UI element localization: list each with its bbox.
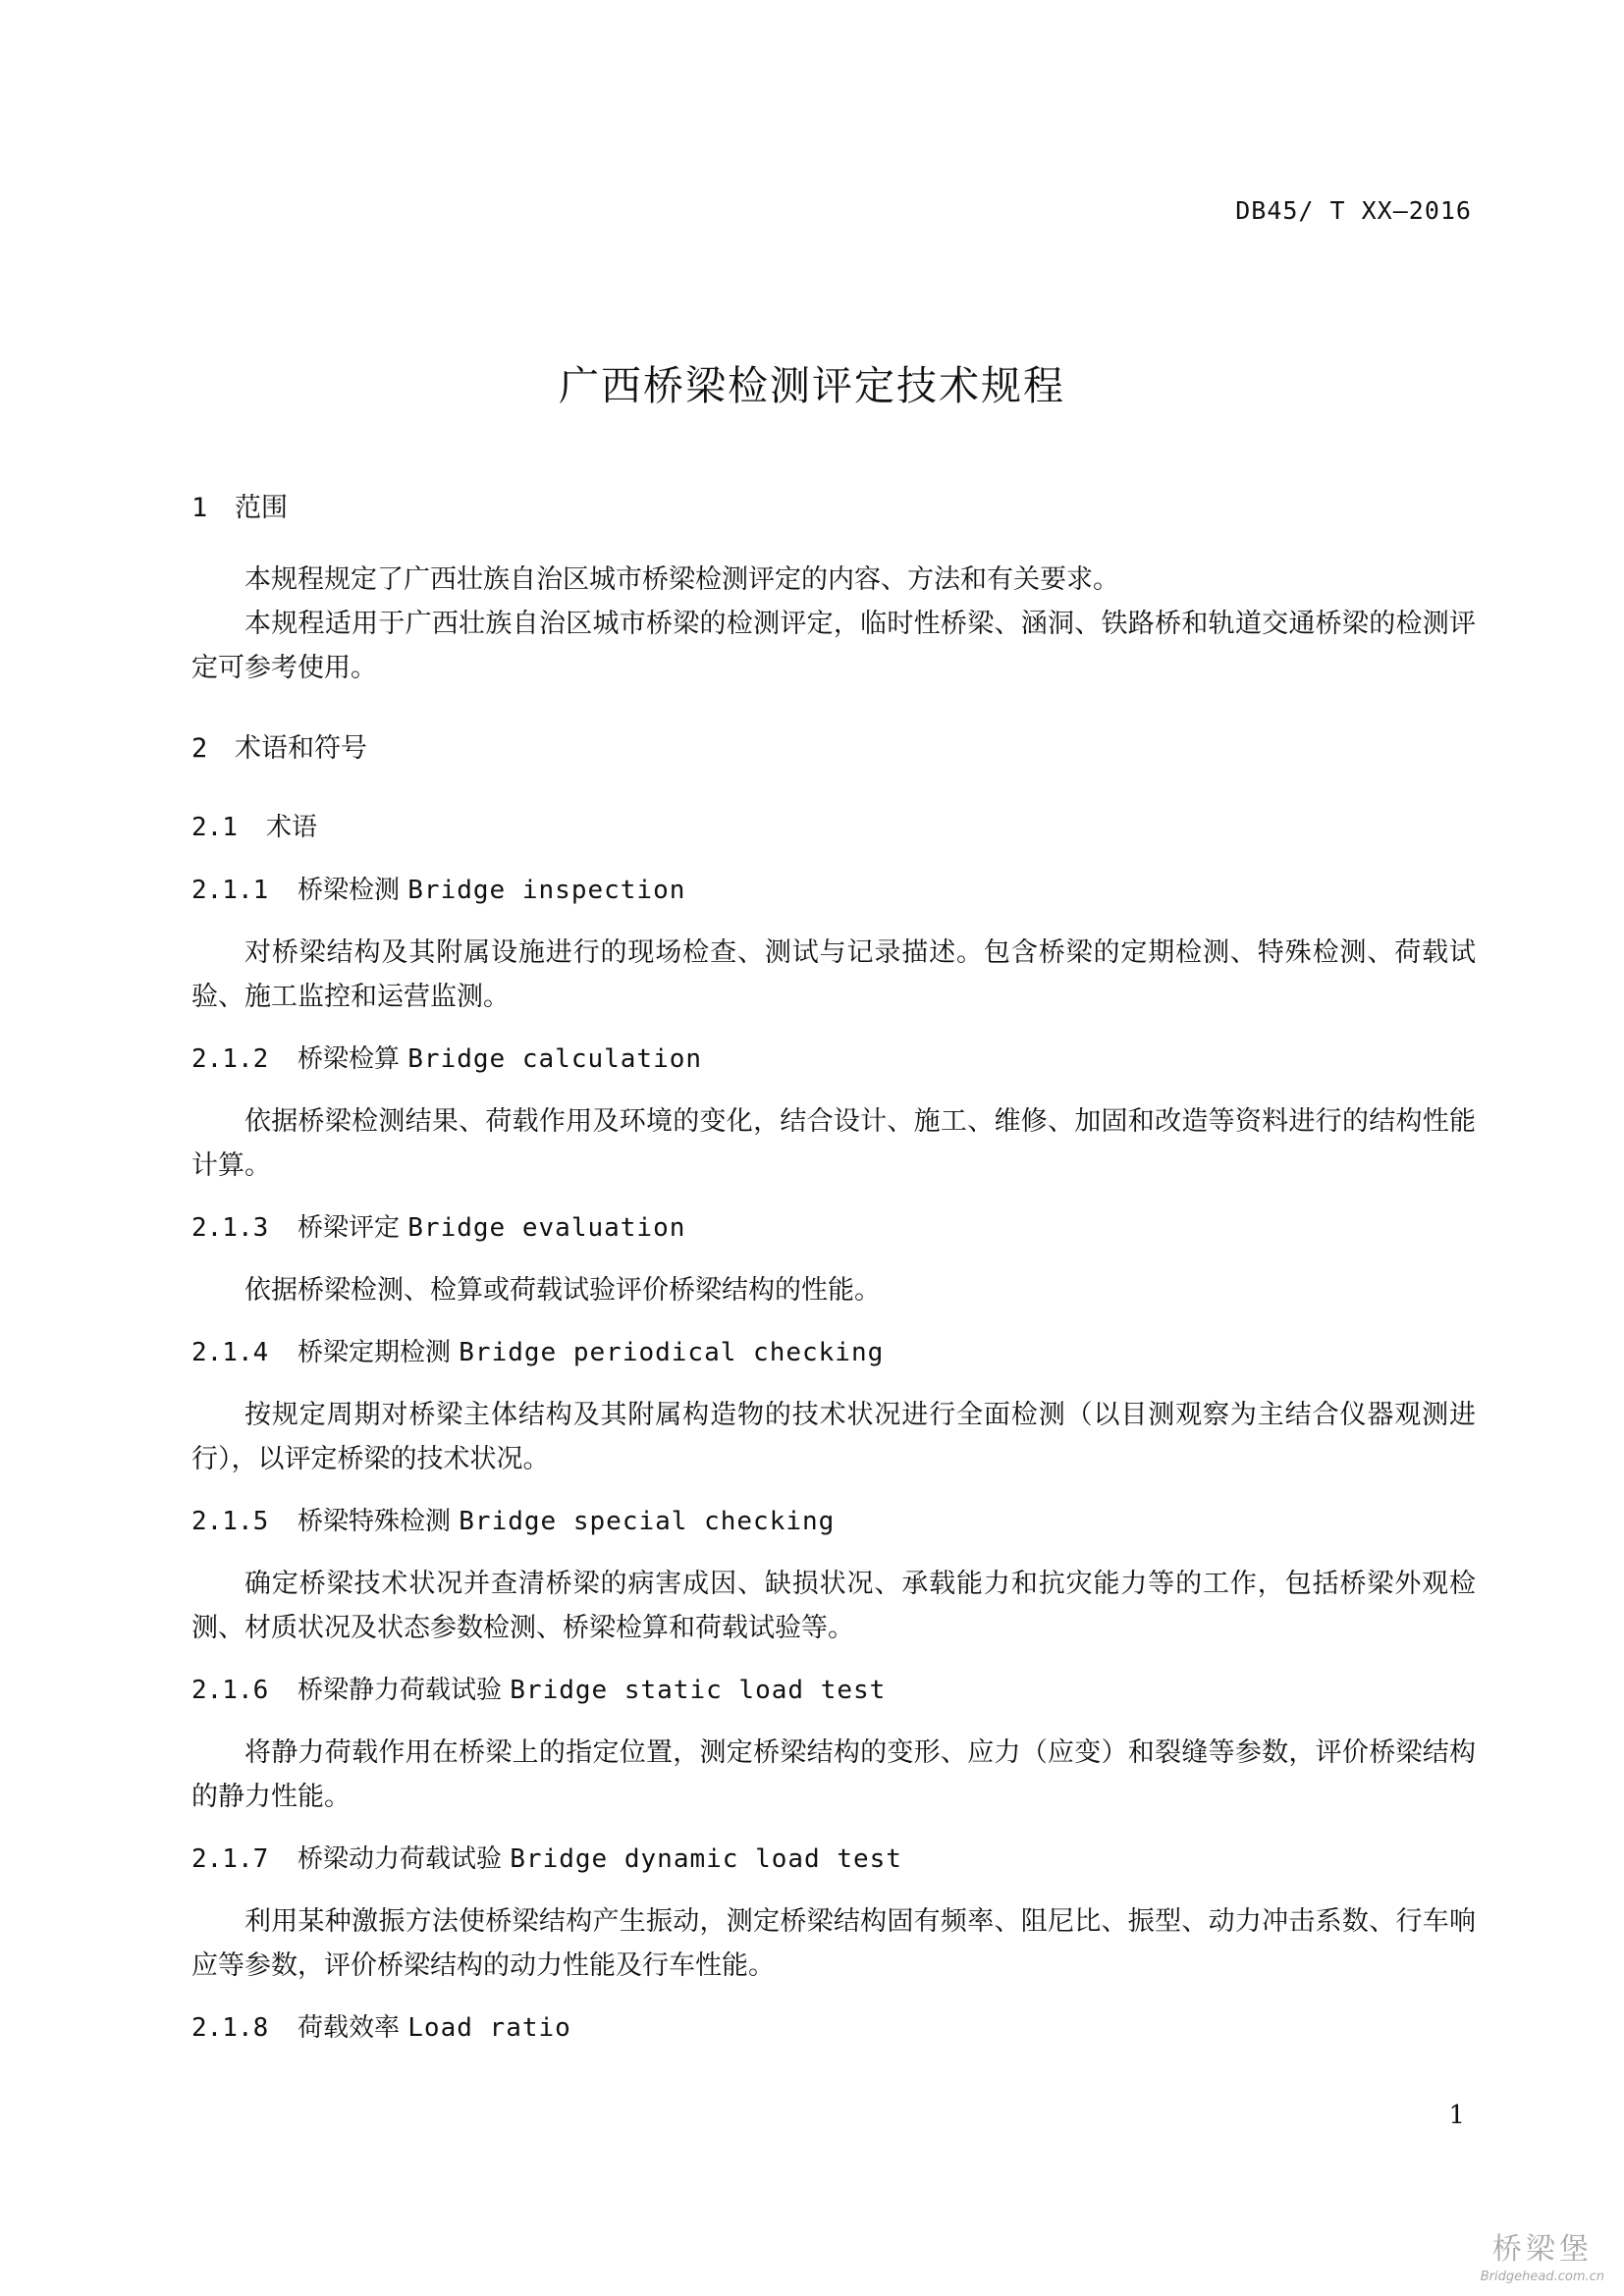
term-cn: 桥梁静力荷载试验 xyxy=(298,1676,503,1705)
subsection-title: 术语 xyxy=(266,813,318,842)
section-title: 术语和符号 xyxy=(235,733,367,764)
term-heading xyxy=(191,2008,1476,2048)
term-number: 2.1.6 xyxy=(191,1676,269,1705)
term-en: Bridge calculation xyxy=(407,1044,703,1074)
paragraph: 本规程适用于广西壮族自治区城市桥梁的检测评定，临时性桥梁、涵洞、铁路桥和轨道交通桥梁的检测评定可参考使用。 xyxy=(191,609,1476,683)
term-en: Bridge evaluation xyxy=(407,1213,686,1243)
term-number: 2.1.4 xyxy=(191,1338,269,1367)
term-en: Bridge dynamic load test xyxy=(510,1844,902,1874)
term-heading xyxy=(191,1333,1476,1372)
term-cn: 桥梁检测 xyxy=(298,876,401,905)
term-heading xyxy=(191,1040,1476,1079)
term-cn: 荷载效率 xyxy=(298,2013,401,2043)
term-cn: 桥梁动力荷载试验 xyxy=(298,1844,503,1874)
watermark-cn: 桥梁堡 xyxy=(1491,2232,1593,2267)
paragraph: 本规程规定了广西壮族自治区城市桥梁检测评定的内容、方法和有关要求。 xyxy=(244,564,1119,595)
term-en: Bridge inspection xyxy=(407,876,686,905)
term-cn: 桥梁定期检测 xyxy=(298,1338,452,1367)
term-definition: 按规定周期对桥梁主体结构及其附属构造物的技术状况进行全面检测（以目测观察为主结合仪器观测进行），以评定桥梁的技术状况。 xyxy=(191,1400,1476,1474)
section-1-heading xyxy=(191,489,1476,528)
term-heading xyxy=(191,1208,1476,1248)
term-cn: 桥梁特殊检测 xyxy=(298,1507,452,1536)
document-title: 广西桥梁检测评定技术规程 xyxy=(559,362,1065,409)
term-number: 2.1.3 xyxy=(191,1213,269,1243)
term-en: Bridge special checking xyxy=(459,1507,836,1536)
page-number: 1 xyxy=(1448,2101,1465,2130)
section-number: 2 xyxy=(191,733,208,764)
site-watermark xyxy=(1481,2224,1604,2284)
term-number: 2.1.2 xyxy=(191,1044,269,1074)
term-definition: 对桥梁结构及其附属设施进行的现场检查、测试与记录描述。包含桥梁的定期检测、特殊检测、荷载试验、施工监控和运营监测。 xyxy=(191,937,1476,1012)
section-2-heading xyxy=(191,729,1476,769)
term-heading xyxy=(191,1671,1476,1710)
term-number: 2.1.1 xyxy=(191,876,269,905)
section-number: 1 xyxy=(191,493,208,523)
term-heading xyxy=(191,871,1476,910)
term-definition: 依据桥梁检测、检算或荷载试验评价桥梁结构的性能。 xyxy=(244,1275,881,1306)
term-definition: 将静力荷载作用在桥梁上的指定位置，测定桥梁结构的变形、应力（应变）和裂缝等参数，评价桥梁结构的静力性能。 xyxy=(191,1737,1476,1812)
section-title: 范围 xyxy=(235,493,288,523)
term-definition: 依据桥梁检测结果、荷载作用及环境的变化，结合设计、施工、维修、加固和改造等资料进行的结构性能计算。 xyxy=(191,1106,1476,1181)
term-heading xyxy=(191,1840,1476,1879)
watermark-en: Bridgehead.com.cn xyxy=(1480,2269,1604,2284)
term-heading xyxy=(191,1502,1476,1541)
term-number: 2.1.7 xyxy=(191,1844,269,1874)
standard-code: DB45/ T XX—2016 xyxy=(1235,196,1472,225)
subsection-number: 2.1 xyxy=(191,813,238,842)
term-en: Load ratio xyxy=(407,2013,571,2043)
term-en: Bridge static load test xyxy=(510,1676,887,1705)
term-definition: 确定桥梁技术状况并查清桥梁的病害成因、缺损状况、承载能力和抗灾能力等的工作，包括桥梁外观检测、材质状况及状态参数检测、桥梁检算和荷载试验等。 xyxy=(191,1569,1476,1643)
term-number: 2.1.5 xyxy=(191,1507,269,1536)
term-en: Bridge periodical checking xyxy=(459,1338,885,1367)
term-definition: 利用某种激振方法使桥梁结构产生振动，测定桥梁结构固有频率、阻尼比、振型、动力冲击系数、行车响应等参数，评价桥梁结构的动力性能及行车性能。 xyxy=(191,1906,1476,1981)
subsection-2-1-heading xyxy=(191,808,1476,847)
document-body xyxy=(191,489,1476,2048)
term-cn: 桥梁评定 xyxy=(298,1213,401,1243)
term-cn: 桥梁检算 xyxy=(298,1044,401,1074)
term-number: 2.1.8 xyxy=(191,2013,269,2043)
